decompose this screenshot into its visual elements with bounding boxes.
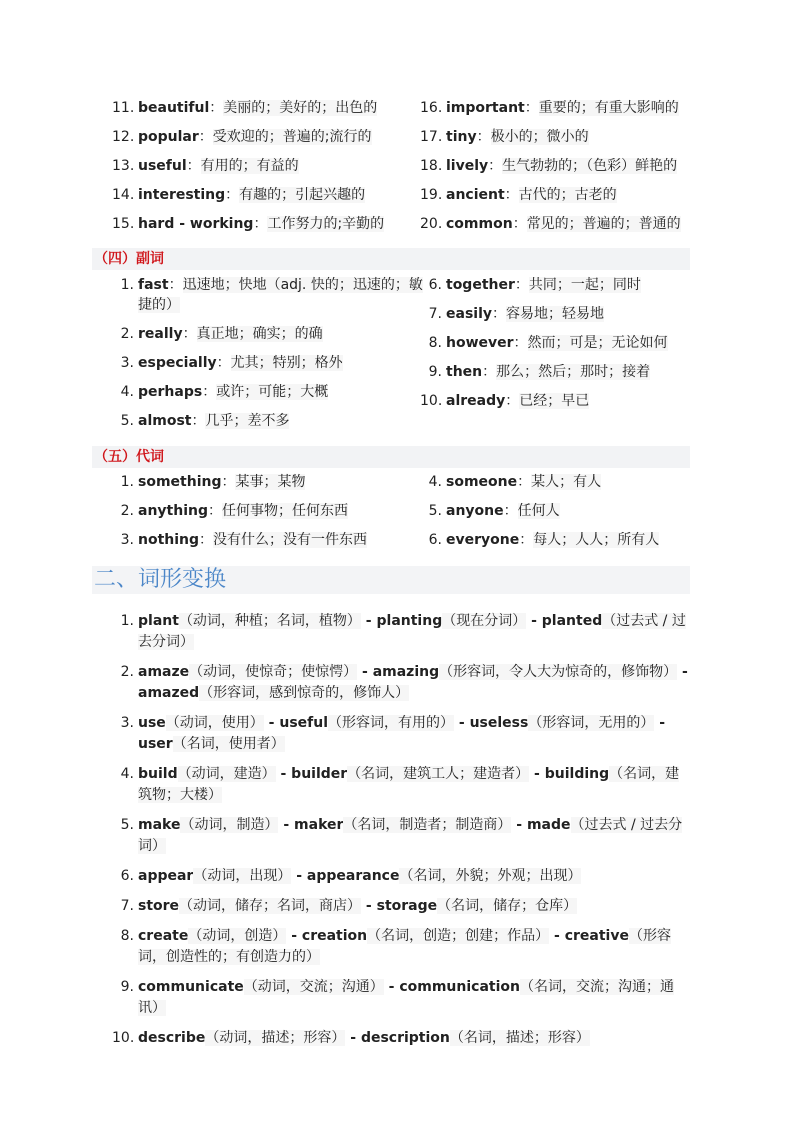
english-word: amaze (138, 664, 190, 680)
dash-separator: - (357, 664, 373, 680)
chinese-meaning: 某人；有人 (531, 474, 602, 490)
vocab-item (112, 472, 430, 501)
english-word: storage (376, 898, 438, 914)
dash-separator: - (286, 928, 302, 944)
item-body (446, 391, 682, 420)
chinese-meaning: 共同；一起；同时 (528, 277, 641, 293)
vocab-item (420, 127, 682, 156)
vocab-item (112, 156, 430, 185)
english-word: communicate (138, 979, 244, 995)
wordform-item (112, 764, 692, 806)
english-word: build (138, 766, 178, 782)
colon-separator: ： (199, 532, 214, 548)
item-number: 6. (120, 868, 134, 884)
wordform-item (112, 713, 692, 755)
colon-separator: ： (505, 393, 520, 409)
chinese-meaning: 任何事物；任何东西 (222, 503, 348, 519)
item-body (138, 127, 430, 156)
item-number: 10. (420, 393, 443, 409)
english-word: together (446, 277, 515, 293)
chinese-meaning: （名词，交流；沟通；通讯） (138, 979, 674, 1016)
chinese-meaning: 工作努力的;辛勤的 (267, 216, 385, 232)
english-word: useful (279, 715, 329, 731)
vocab-item (420, 362, 682, 391)
english-word: describe (138, 1030, 206, 1046)
item-number: 10. (112, 1030, 135, 1046)
dash-separator: - (360, 613, 377, 629)
item-body (138, 382, 430, 411)
item-number: 5. (120, 413, 134, 429)
item-number: 11. (112, 100, 135, 116)
english-word: store (138, 898, 180, 914)
colon-separator: ： (221, 474, 236, 490)
dash-separator: - (526, 613, 542, 629)
item-number: 2. (120, 326, 134, 342)
colon-separator: ： (191, 413, 206, 429)
english-word: interesting (138, 187, 226, 203)
chinese-meaning: 迅速地；快地（adj. 快的；迅速的；敏捷的） (138, 277, 423, 313)
vocab-item (420, 185, 682, 214)
english-word: communication (399, 979, 520, 995)
vocab-item (112, 353, 430, 382)
item-body (138, 896, 692, 917)
dash-separator: - (263, 715, 280, 731)
adjective-column-right (420, 98, 682, 243)
dash-separator: - (677, 664, 688, 680)
colon-separator: ： (208, 503, 222, 519)
item-body (138, 353, 430, 382)
chinese-meaning: （动词，建造） (177, 766, 276, 782)
item-number: 1. (120, 474, 134, 490)
chinese-meaning: （动词，储存；名词，商店） (179, 898, 362, 914)
item-body (138, 713, 692, 755)
english-word: something (138, 474, 222, 490)
item-number: 13. (112, 158, 135, 174)
item-body (138, 185, 430, 214)
colon-separator: ： (198, 129, 213, 145)
pronoun-column-left (112, 472, 430, 559)
english-word: someone (446, 474, 518, 490)
english-word: make (138, 817, 181, 833)
english-word: appear (138, 868, 194, 884)
item-body (446, 275, 682, 304)
vocab-item (420, 275, 682, 304)
english-word: easily (446, 306, 492, 322)
item-body (138, 472, 430, 501)
item-body (446, 156, 682, 185)
chinese-meaning: 受欢迎的；普遍的;流行的 (212, 129, 372, 145)
chinese-meaning: （名词，外貌；外观；出现） (399, 868, 582, 884)
english-word: hard - working (138, 216, 254, 232)
item-body (138, 815, 692, 857)
item-number: 4. (120, 766, 134, 782)
chinese-meaning: （过去式 / 过去分词） (138, 817, 683, 854)
colon-separator: ： (514, 277, 529, 293)
vocab-item (420, 156, 682, 185)
vocab-item (420, 214, 682, 243)
item-number: 15. (112, 216, 135, 232)
english-word: lively (446, 158, 489, 174)
item-body (138, 324, 430, 353)
chinese-meaning: （动词，交流；沟通） (243, 979, 384, 995)
vocab-item (420, 530, 682, 559)
pronoun-column-right (420, 472, 682, 559)
item-number: 6. (428, 532, 442, 548)
item-number: 16. (420, 100, 443, 116)
chinese-meaning: （名词，储存；仓库） (437, 898, 578, 914)
dash-separator: - (275, 766, 292, 782)
english-word: however (446, 335, 514, 351)
colon-separator: ： (488, 158, 503, 174)
english-word: made (526, 817, 571, 833)
item-body (446, 530, 682, 559)
item-body (446, 127, 682, 156)
adverb-column-left (112, 275, 430, 440)
colon-separator: ： (225, 187, 240, 203)
item-number: 3. (120, 715, 134, 731)
english-word: plant (138, 613, 179, 629)
english-word: creative (564, 928, 629, 944)
colon-separator: ： (519, 532, 534, 548)
chinese-meaning: （动词，使用） (165, 715, 264, 731)
chinese-meaning: （名词，使用者） (172, 736, 285, 752)
chinese-meaning: 然而；可是；无论如何 (527, 335, 668, 351)
english-word: description (360, 1030, 450, 1046)
wordforms-heading: 二、词形变换 (92, 566, 690, 594)
item-number: 14. (112, 187, 135, 203)
adverb-column-right (420, 275, 682, 440)
chinese-meaning: （名词，创造；创建；作品） (367, 928, 550, 944)
vocab-item (420, 333, 682, 362)
english-word: tiny (446, 129, 477, 145)
item-body (446, 304, 682, 333)
chinese-meaning: （过去式 / 过去分词） (138, 613, 686, 650)
pronouns-heading: （五）代词 (92, 446, 690, 468)
english-word: create (138, 928, 189, 944)
chinese-meaning: （动词，使惊奇；使惊愕） (189, 664, 358, 680)
item-number: 4. (428, 474, 442, 490)
chinese-meaning: 某事；某物 (235, 474, 306, 490)
dash-separator: - (654, 715, 666, 731)
english-word: planted (541, 613, 603, 629)
dash-separator: - (383, 979, 400, 995)
english-word: useless (469, 715, 529, 731)
chinese-meaning: 容易地；轻易地 (506, 306, 604, 322)
english-word: perhaps (138, 384, 203, 400)
chinese-meaning: （动词，描述；形容） (205, 1030, 346, 1046)
vocab-item (112, 275, 430, 324)
item-number: 9. (120, 979, 134, 995)
chinese-meaning: 尤其；特别；格外 (230, 355, 343, 371)
english-word: everyone (446, 532, 520, 548)
english-word: important (446, 100, 525, 116)
item-body (138, 411, 430, 440)
english-word: amazed (138, 685, 200, 701)
english-word: beautiful (138, 100, 210, 116)
chinese-meaning: （形容词，令人大为惊奇的，修饰物） (439, 664, 678, 680)
adverb-list (112, 275, 692, 440)
english-word: useful (138, 158, 187, 174)
english-word: fast (138, 277, 169, 293)
item-number: 9. (428, 364, 442, 380)
dash-separator: - (278, 817, 295, 833)
english-word: building (544, 766, 610, 782)
colon-separator: ： (476, 129, 491, 145)
item-body (446, 333, 682, 362)
chinese-meaning: 极小的；微小的 (490, 129, 589, 145)
chinese-meaning: （名词，建筑物；大楼） (138, 766, 680, 803)
item-number: 20. (420, 216, 443, 232)
vocab-item (112, 501, 430, 530)
colon-separator: ： (517, 474, 532, 490)
english-word: planting (376, 613, 443, 629)
item-body (138, 764, 692, 806)
chinese-meaning: （名词，描述；形容） (449, 1030, 590, 1046)
english-word: builder (291, 766, 348, 782)
chinese-meaning: 生气勃勃的；（色彩）鲜艳的 (502, 158, 678, 174)
english-word: already (446, 393, 506, 409)
wordform-item (112, 815, 692, 857)
chinese-meaning: （形容词，无用的） (528, 715, 655, 731)
item-body (138, 501, 430, 530)
item-body (138, 98, 430, 127)
item-body (138, 156, 430, 185)
chinese-meaning: 美丽的；美好的；出色的 (223, 100, 378, 116)
item-number: 8. (428, 335, 442, 351)
item-number: 6. (428, 277, 442, 293)
chinese-meaning: （现在分词） (442, 613, 527, 629)
chinese-meaning: 那么；然后；那时；接着 (496, 364, 651, 380)
english-word: common (446, 216, 513, 232)
wordform-item (112, 896, 692, 917)
chinese-meaning: 任何人 (517, 503, 560, 519)
item-body (446, 362, 682, 391)
colon-separator: ： (492, 306, 506, 322)
item-number: 4. (120, 384, 134, 400)
item-number: 3. (120, 355, 134, 371)
item-body (138, 611, 692, 653)
chinese-meaning: 有趣的；引起兴趣的 (239, 187, 366, 203)
colon-separator: ： (168, 277, 183, 293)
chinese-meaning: （名词，建筑工人；建造者） (347, 766, 530, 782)
item-body (138, 214, 430, 243)
wordform-list (112, 611, 692, 1058)
colon-separator: ： (202, 384, 217, 400)
chinese-meaning: （名词，制造者；制造商） (343, 817, 512, 833)
item-body (446, 98, 682, 127)
item-body (138, 662, 692, 704)
colon-separator: ： (216, 355, 231, 371)
dash-separator: - (549, 928, 565, 944)
item-number: 8. (120, 928, 134, 944)
chinese-meaning: （动词，种植；名词，植物） (178, 613, 361, 629)
english-word: popular (138, 129, 199, 145)
chinese-meaning: 已经；早已 (519, 393, 590, 409)
english-word: anything (138, 503, 208, 519)
item-number: 19. (420, 187, 443, 203)
colon-separator: ： (513, 335, 528, 351)
item-number: 5. (428, 503, 442, 519)
dash-separator: - (361, 898, 377, 914)
item-body (138, 866, 692, 887)
wordform-item (112, 977, 692, 1019)
vocab-item (112, 98, 430, 127)
wordform-item (112, 1028, 692, 1049)
item-body (446, 472, 682, 501)
chinese-meaning: （形容词，感到惊奇的，修饰人） (199, 685, 410, 701)
wordform-item (112, 926, 692, 968)
item-number: 7. (428, 306, 442, 322)
vocab-item (112, 324, 430, 353)
item-number: 17. (420, 129, 443, 145)
chinese-meaning: 有用的；有益的 (200, 158, 299, 174)
item-body (138, 926, 692, 968)
colon-separator: ： (182, 326, 197, 342)
dash-separator: - (529, 766, 545, 782)
item-body (138, 1028, 692, 1049)
english-word: maker (294, 817, 344, 833)
english-word: then (446, 364, 483, 380)
adverbs-heading: （四）副词 (92, 248, 690, 270)
vocab-item (420, 304, 682, 333)
english-word: appearance (306, 868, 400, 884)
english-word: almost (138, 413, 192, 429)
english-word: really (138, 326, 183, 342)
english-word: anyone (446, 503, 504, 519)
chinese-meaning: 重要的；有重大影响的 (538, 100, 679, 116)
chinese-meaning: （形容词，创造性的；有创造力的） (138, 928, 671, 965)
item-body (138, 530, 430, 559)
dash-separator: - (291, 868, 307, 884)
wordform-item (112, 611, 692, 653)
english-word: use (138, 715, 166, 731)
chinese-meaning: 每人；人人；所有人 (533, 532, 660, 548)
vocab-item (112, 411, 430, 440)
vocab-item (420, 472, 682, 501)
chinese-meaning: 真正地；确实；的确 (196, 326, 323, 342)
chinese-meaning: 或许；可能；大概 (216, 384, 329, 400)
chinese-meaning: （形容词，有用的） (328, 715, 455, 731)
dash-separator: - (345, 1030, 361, 1046)
dash-separator: - (454, 715, 470, 731)
item-body (446, 185, 682, 214)
adjective-column-left (112, 98, 430, 243)
colon-separator: ： (504, 187, 519, 203)
item-body (138, 977, 692, 1019)
english-word: nothing (138, 532, 200, 548)
chinese-meaning: 常见的；普遍的；普通的 (526, 216, 681, 232)
dash-separator: - (511, 817, 527, 833)
colon-separator: ： (512, 216, 527, 232)
english-word: creation (301, 928, 368, 944)
item-body (138, 275, 430, 324)
item-number: 12. (112, 129, 135, 145)
wordform-item (112, 662, 692, 704)
colon-separator: ： (253, 216, 268, 232)
english-word: user (138, 736, 173, 752)
vocab-item (112, 214, 430, 243)
english-word: especially (138, 355, 217, 371)
colon-separator: ： (524, 100, 539, 116)
vocab-item (420, 98, 682, 127)
item-number: 3. (120, 532, 134, 548)
item-number: 2. (120, 664, 134, 680)
chinese-meaning: （动词，制造） (180, 817, 279, 833)
item-number: 7. (120, 898, 134, 914)
item-body (446, 214, 682, 243)
vocab-item (112, 185, 430, 214)
vocab-item (112, 530, 430, 559)
chinese-meaning: 古代的；古老的 (518, 187, 617, 203)
chinese-meaning: 没有什么；没有一件东西 (213, 532, 368, 548)
english-word: ancient (446, 187, 505, 203)
chinese-meaning: （动词，创造） (188, 928, 287, 944)
colon-separator: ： (482, 364, 497, 380)
wordform-item (112, 866, 692, 887)
item-number: 2. (120, 503, 134, 519)
colon-separator: ： (209, 100, 224, 116)
colon-separator: ： (503, 503, 518, 519)
item-number: 5. (120, 817, 134, 833)
vocab-item (112, 382, 430, 411)
item-number: 18. (420, 158, 443, 174)
chinese-meaning: 几乎；差不多 (205, 413, 290, 429)
item-number: 1. (120, 277, 134, 293)
vocab-item (420, 501, 682, 530)
item-body (446, 501, 682, 530)
vocab-item (112, 127, 430, 156)
vocab-item (420, 391, 682, 420)
colon-separator: ： (186, 158, 201, 174)
adjective-list (112, 98, 692, 243)
pronoun-list (112, 472, 692, 559)
item-number: 1. (120, 613, 134, 629)
english-word: amazing (372, 664, 440, 680)
chinese-meaning: （动词，出现） (193, 868, 292, 884)
